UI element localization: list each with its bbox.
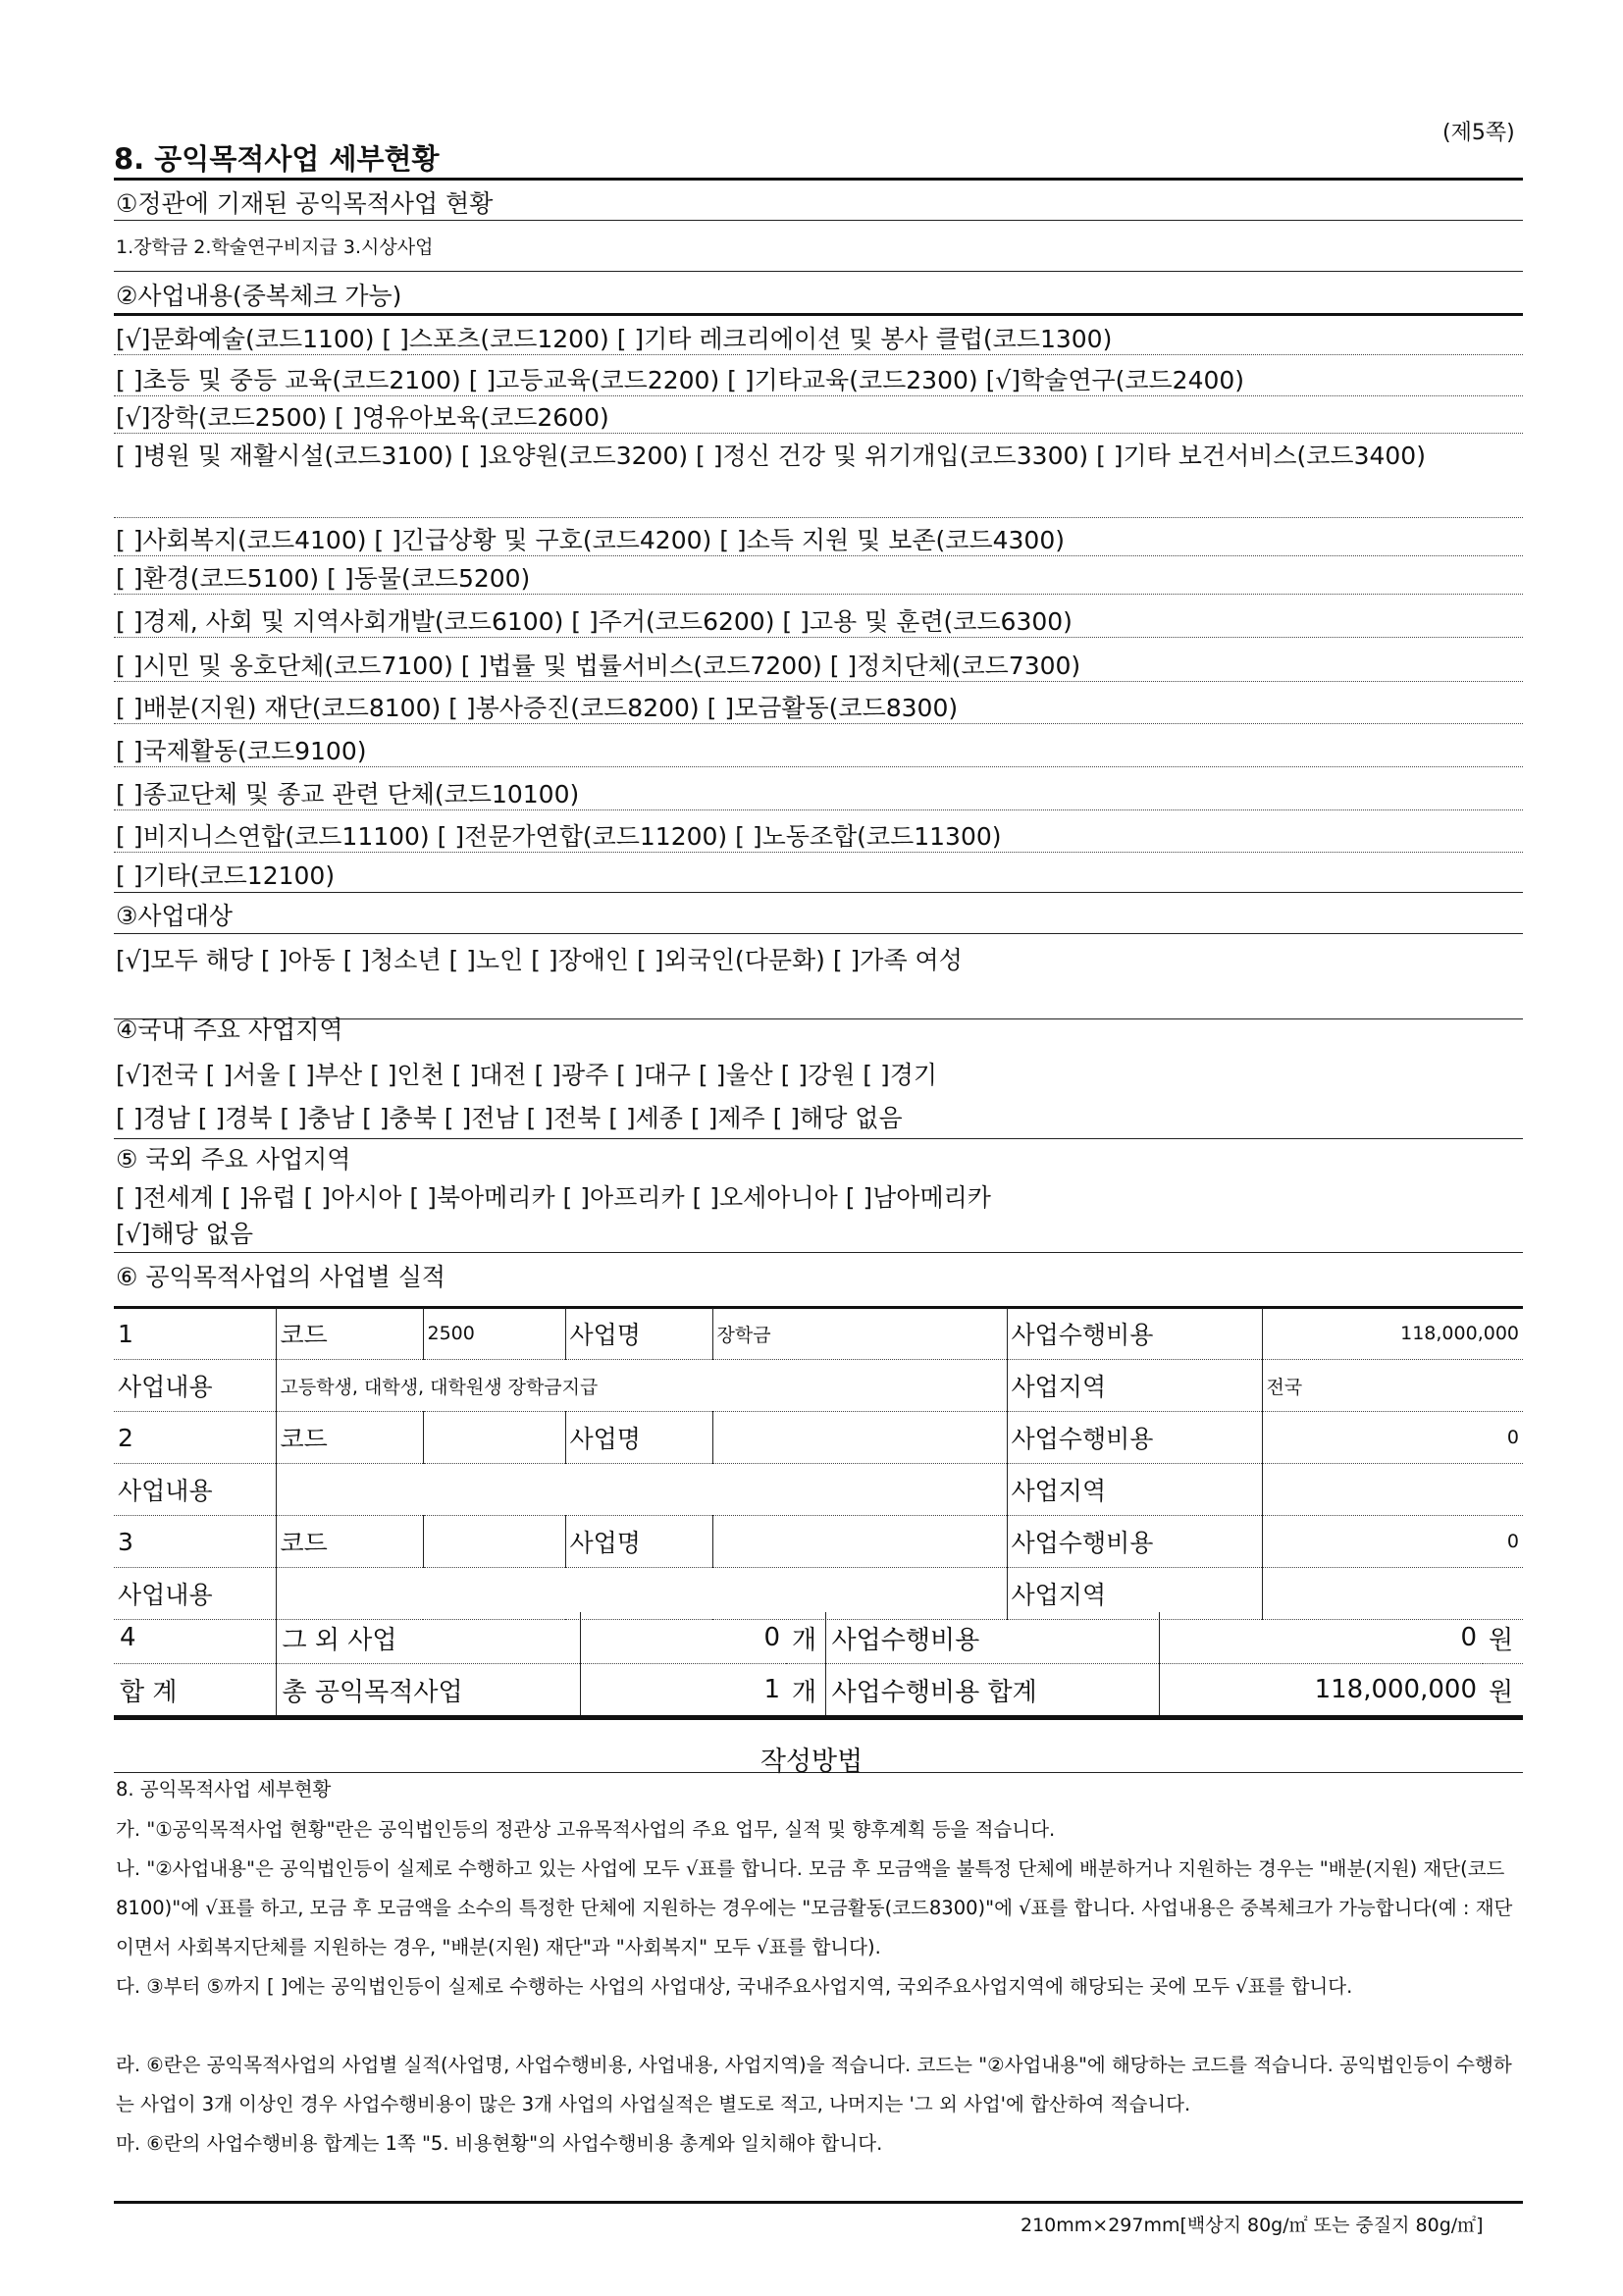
region-label: 사업지역	[1007, 1464, 1262, 1516]
instruction-paragraph: 가. "①공익목적사업 현황"란은 공익법인등의 정관상 고유목적사업의 주요 업무, 실적 및 향후계획 등을 적습니다.	[116, 1818, 1056, 1841]
divider	[114, 2201, 1523, 2204]
performance-table	[114, 1308, 1523, 1620]
dotted-divider	[114, 766, 1523, 767]
cost-label: 사업수행비용	[1007, 1516, 1262, 1568]
business-line: [√]장학(코드2500) [ ]영유아보육(코드2600)	[116, 403, 609, 432]
name-label: 사업명	[565, 1516, 712, 1568]
section4-line1: [√]전국 [ ]서울 [ ]부산 [ ]인천 [ ]대전 [ ]광주 [ ]대구 [ ]울산 [ ]강원 [ ]경기	[116, 1061, 938, 1089]
business-line: [ ]배분(지원) 재단(코드8100) [ ]봉사증진(코드8200) [ ]모금활동(코드8300)	[116, 694, 959, 722]
business-line: [ ]시민 및 옹호단체(코드7100) [ ]법률 및 법률서비스(코드7200) [ ]정치단체(코드7300)	[116, 652, 1081, 680]
business-line: [ ]사회복지(코드4100) [ ]긴급상황 및 구호(코드4200) [ ]소득 지원 및 보존(코드4300)	[116, 526, 1065, 554]
region-value: 전국	[1262, 1360, 1523, 1412]
count-unit: 개	[786, 1664, 825, 1717]
business-line: [√]문화예술(코드1100) [ ]스포츠(코드1200) [ ]기타 레크리에이션 및 봉사 클럽(코드1300)	[116, 325, 1113, 353]
row-number: 2	[114, 1412, 276, 1464]
dotted-divider	[114, 809, 1523, 810]
table-row	[114, 1308, 1523, 1360]
other-label: 그 외 사업	[276, 1612, 580, 1664]
dotted-divider	[114, 723, 1523, 724]
paper-spec: 210mm×297mm[백상지 80g/㎡ 또는 중질지 80g/㎡]	[1021, 2215, 1484, 2236]
dotted-divider	[114, 395, 1523, 396]
name-value: 장학금	[712, 1308, 1007, 1360]
count-unit: 개	[786, 1612, 825, 1664]
business-line: [ ]종교단체 및 종교 관련 단체(코드10100)	[116, 780, 580, 809]
section4-line2: [ ]경남 [ ]경북 [ ]충남 [ ]충북 [ ]전남 [ ]전북 [ ]세종 [ ]제주 [ ]해당 없음	[116, 1104, 903, 1132]
business-line: [ ]병원 및 재활시설(코드3100) [ ]요양원(코드3200) [ ]정신 건강 및 위기개입(코드3300) [ ]기타 보건서비스(코드3400)	[116, 442, 1426, 470]
code-value: 2500	[423, 1308, 565, 1360]
divider	[114, 313, 1523, 316]
code-label: 코드	[276, 1308, 423, 1360]
business-line: [ ]국제활동(코드9100)	[116, 737, 367, 765]
cost-value: 0	[1262, 1516, 1523, 1568]
name-label: 사업명	[565, 1412, 712, 1464]
instruction-paragraph: 마. ⑥란의 사업수행비용 합계는 1쪽 "5. 비용현황"의 사업수행비용 총계와 일치해야 합니다.	[116, 2132, 883, 2155]
won-unit: 원	[1483, 1612, 1523, 1664]
table-row	[114, 1412, 1523, 1464]
dotted-divider	[114, 555, 1523, 556]
section3-value: [√]모두 해당 [ ]아동 [ ]청소년 [ ]노인 [ ]장애인 [ ]외국인(다문화) [ ]가족 여성	[116, 946, 963, 974]
instruction-paragraph: 나. "②사업내용"은 공익법인등이 실제로 수행하고 있는 사업에 모두 √표를 합니다. 모금 후 모금액을 불특정 단체에 배분하거나 지원하는 경우는 "배분(지원) 재단(코드8100)"에 √표를 하고, 모금 후 모금액을 소수의 특정한 단체에 지원하는 경우에는 "모금활동(코드8300)"에 √표를 합니다. 사업내용은 중복체크가 가능합니다(예 : 재단이면서 사회복지단체를 지원하는 경우, "배분(지원) 재단"과 "사회복지" 모두 √표를 합니다).	[116, 1857, 1513, 1958]
divider	[114, 933, 1523, 934]
instruction-paragraph: 다. ③부터 ⑤까지 [ ]에는 공익법인등이 실제로 수행하는 사업의 사업대상, 국내주요사업지역, 국외주요사업지역에 해당되는 곳에 모두 √표를 합니다.	[116, 1975, 1353, 1998]
divider	[114, 220, 1523, 221]
table-row	[114, 1664, 1523, 1717]
page-number: (제5쪽)	[1442, 121, 1515, 145]
section4-label: ④국내 주요 사업지역	[116, 1016, 343, 1044]
dotted-divider	[114, 517, 1523, 518]
section6-label: ⑥ 공익목적사업의 사업별 실적	[116, 1263, 446, 1291]
name-label: 사업명	[565, 1308, 712, 1360]
business-line: [ ]경제, 사회 및 지역사회개발(코드6100) [ ]주거(코드6200) [ ]고용 및 훈련(코드6300)	[116, 607, 1073, 636]
name-value	[712, 1412, 1007, 1464]
business-line: [ ]기타(코드12100)	[116, 861, 336, 890]
code-value	[423, 1412, 565, 1464]
other-count: 0	[580, 1612, 786, 1664]
content-label: 사업내용	[114, 1360, 276, 1412]
total-cost: 118,000,000	[1159, 1664, 1483, 1717]
dotted-divider	[114, 354, 1523, 355]
cost-value: 118,000,000	[1262, 1308, 1523, 1360]
divider	[114, 1717, 1523, 1720]
dotted-divider	[114, 637, 1523, 638]
section5-line2: [√]해당 없음	[116, 1220, 253, 1248]
section1-value: 1.장학금 2.학술연구비지급 3.시상사업	[116, 236, 434, 258]
business-line: [ ]비지니스연합(코드11100) [ ]전문가연합(코드11200) [ ]노동조합(코드11300)	[116, 822, 1002, 851]
code-label: 코드	[276, 1516, 423, 1568]
content-label: 사업내용	[114, 1568, 276, 1620]
instructions-subtitle: 8. 공익목적사업 세부현황	[116, 1778, 332, 1800]
row-number: 1	[114, 1308, 276, 1360]
code-value	[423, 1516, 565, 1568]
name-value	[712, 1516, 1007, 1568]
table-row	[114, 1360, 1523, 1412]
cost-value: 0	[1262, 1412, 1523, 1464]
divider	[114, 271, 1523, 272]
section2-label: ②사업내용(중복체크 가능)	[116, 282, 402, 310]
region-label: 사업지역	[1007, 1568, 1262, 1620]
region-value	[1262, 1464, 1523, 1516]
region-label: 사업지역	[1007, 1360, 1262, 1412]
row-number: 3	[114, 1516, 276, 1568]
instruction-paragraph: 라. ⑥란은 공익목적사업의 사업별 실적(사업명, 사업수행비용, 사업내용, 사업지역)을 적습니다. 코드는 "②사업내용"에 해당하는 코드를 적습니다. 공익법인등이 수행하는 사업이 3개 이상인 경우 사업수행비용이 많은 3개 사업의 사업실적은 별도로 적고, 나머지는 '그 외 사업'에 합산하여 적습니다.	[116, 2054, 1512, 2115]
content-value	[276, 1464, 1007, 1516]
cost-label: 사업수행비용	[1007, 1412, 1262, 1464]
business-line: [ ]환경(코드5100) [ ]동물(코드5200)	[116, 564, 531, 593]
dotted-divider	[114, 594, 1523, 595]
content-value: 고등학생, 대학생, 대학원생 장학금지급	[276, 1360, 1007, 1412]
section-title: 8. 공익목적사업 세부현황	[114, 142, 440, 176]
cost-label: 사업수행비용	[825, 1612, 1159, 1664]
table-row	[114, 1516, 1523, 1568]
total-business-label: 총 공익목적사업	[276, 1664, 580, 1717]
section5-line1: [ ]전세계 [ ]유럽 [ ]아시아 [ ]북아메리카 [ ]아프리카 [ ]오세아니아 [ ]남아메리카	[116, 1183, 991, 1212]
other-cost: 0	[1159, 1612, 1483, 1664]
content-label: 사업내용	[114, 1464, 276, 1516]
total-count: 1	[580, 1664, 786, 1717]
instructions-heading: 작성방법	[759, 1747, 864, 1777]
section1-label: ①정관에 기재된 공익목적사업 현황	[116, 189, 494, 218]
code-label: 코드	[276, 1412, 423, 1464]
cost-label: 사업수행비용	[1007, 1308, 1262, 1360]
dotted-divider	[114, 433, 1523, 434]
section5-label: ⑤ 국외 주요 사업지역	[116, 1145, 351, 1174]
divider	[114, 892, 1523, 893]
table-row	[114, 1612, 1523, 1664]
divider	[114, 178, 1523, 181]
total-label: 합 계	[114, 1664, 276, 1717]
business-line: [ ]초등 및 중등 교육(코드2100) [ ]고등교육(코드2200) [ ]기타교육(코드2300) [√]학술연구(코드2400)	[116, 366, 1245, 394]
won-unit: 원	[1483, 1664, 1523, 1717]
dotted-divider	[114, 681, 1523, 682]
row-number: 4	[114, 1612, 276, 1664]
section3-label: ③사업대상	[116, 902, 234, 930]
divider	[114, 1138, 1523, 1139]
dotted-divider	[114, 852, 1523, 853]
summary-table	[114, 1612, 1523, 1718]
table-row	[114, 1464, 1523, 1516]
total-cost-label: 사업수행비용 합계	[825, 1664, 1159, 1717]
divider	[114, 1252, 1523, 1253]
